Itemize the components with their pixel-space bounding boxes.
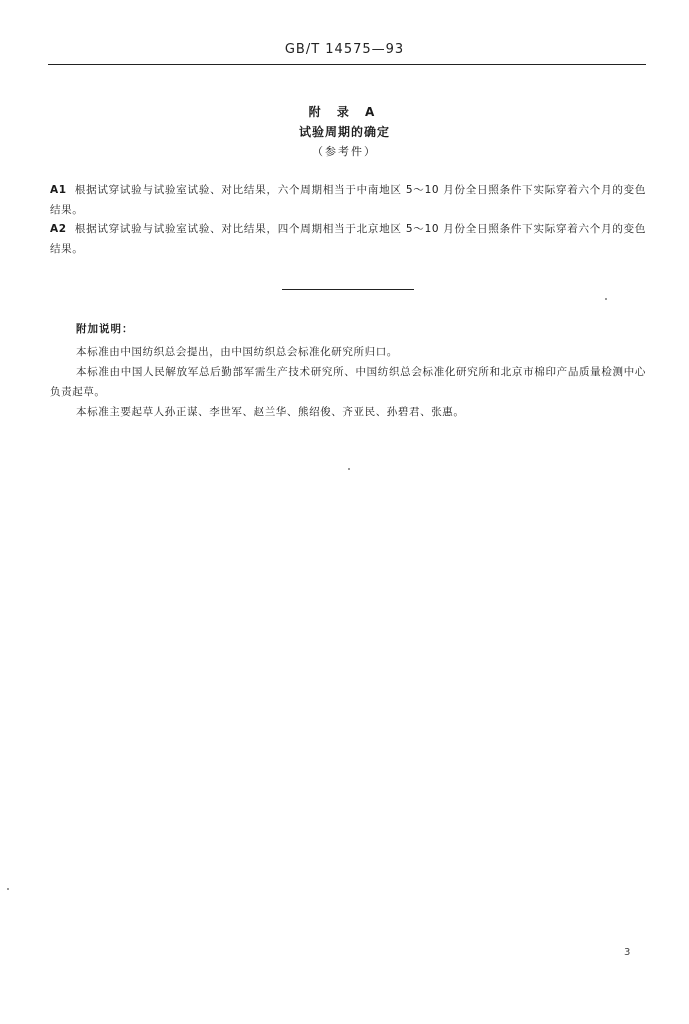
additional-note-paragraph: 本标准主要起草人孙正谋、李世军、赵兰华、熊绍俊、齐亚民、孙碧君、张惠。 bbox=[76, 406, 465, 418]
standard-code-header: GB/T 14575—93 bbox=[284, 42, 405, 57]
clause-text: 根据试穿试验与试验室试验、对比结果，四个周期相当于北京地区 5～10 月份全日照条件下实际穿着六个月的变色结果。 bbox=[50, 223, 646, 255]
additional-note-paragraph: 本标准由中国人民解放军总后勤部军需生产技术研究所、中国纺织总会标准化研究所和北京市棉印产品质量检测中心负责起草。 bbox=[50, 366, 646, 398]
clause-number: A1 bbox=[50, 184, 67, 196]
clause-number: A2 bbox=[50, 223, 67, 235]
appendix-subtitle: 试验周期的确定 bbox=[298, 125, 390, 139]
section-end-divider bbox=[282, 289, 414, 290]
page-number: 3 bbox=[624, 947, 631, 958]
appendix-title: 附 录 A bbox=[308, 105, 381, 119]
scan-speck bbox=[605, 298, 607, 300]
appendix-note: （参考件） bbox=[312, 145, 377, 158]
scan-speck bbox=[348, 468, 350, 470]
additional-note-paragraph: 本标准由中国纺织总会提出，由中国纺织总会标准化研究所归口。 bbox=[76, 346, 398, 358]
header-divider bbox=[48, 64, 646, 65]
clause-a2 bbox=[50, 219, 646, 259]
clause-text: 根据试穿试验与试验室试验、对比结果，六个周期相当于中南地区 5～10 月份全日照条件下实际穿着六个月的变色结果。 bbox=[50, 184, 646, 216]
scan-speck bbox=[7, 888, 9, 890]
clause-a1 bbox=[50, 180, 646, 220]
additional-notes-title: 附加说明： bbox=[76, 323, 134, 335]
